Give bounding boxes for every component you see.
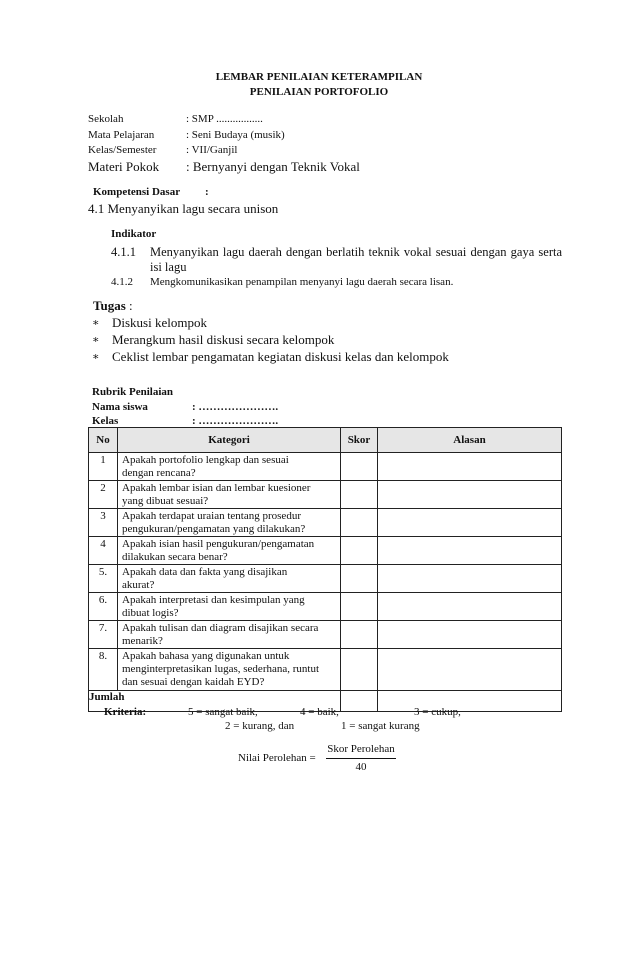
table-row (89, 565, 562, 593)
nama-siswa-label: Nama siswa (92, 401, 148, 413)
nama-siswa-value: : …………………. (192, 401, 279, 413)
row-criterion (118, 509, 341, 537)
table-header-row (89, 428, 562, 453)
row-criterion (118, 481, 341, 509)
alasan-cell[interactable] (378, 481, 562, 509)
table-row (89, 537, 562, 565)
alasan-cell[interactable] (378, 593, 562, 621)
row-number: 4 (89, 537, 118, 565)
skor-cell[interactable] (341, 649, 378, 691)
identity-value-kelas: : VII/Ganjil (186, 144, 238, 156)
identity-label-materi: Materi Pokok (88, 159, 160, 174)
tugas-label: Tugas (93, 298, 126, 313)
kriteria-1: 1 = sangat kurang (341, 720, 420, 732)
table-row (89, 649, 562, 691)
criterion-line: Apakah interpretasi dan kesimpulan yang (122, 594, 305, 606)
skor-cell[interactable] (341, 481, 378, 509)
kriteria-3: 3 = cukup, (414, 706, 461, 718)
criterion-line: dilakukan secara benar? (122, 551, 228, 563)
kriteria-2: 2 = kurang, dan (225, 720, 295, 732)
jumlah-skor-cell[interactable] (341, 691, 378, 712)
row-number: 5. (89, 565, 118, 593)
indikator-label: Indikator (111, 228, 157, 240)
indikator-text-1: Menyanyikan lagu daerah dengan berlatih teknik vokal sesuai dengan gaya serta (150, 245, 562, 259)
fraction-line (326, 758, 396, 759)
formula-numerator: Skor Perolehan (327, 743, 395, 755)
kompetensi-label: Kompetensi Dasar (93, 186, 181, 198)
criterion-line: pengukuran/pengamatan yang dilakukan? (122, 523, 306, 535)
criterion-line: menarik? (122, 635, 163, 647)
alasan-cell[interactable] (378, 621, 562, 649)
row-number: 2 (89, 481, 118, 509)
identity-label-sekolah: Sekolah (88, 113, 124, 125)
criterion-line: Apakah portofolio lengkap dan sesuai (122, 454, 289, 466)
tugas-colon: : (125, 298, 133, 313)
rubric-table (88, 427, 562, 712)
row-number: 6. (89, 593, 118, 621)
column-header-skor: Skor (341, 428, 378, 453)
identity-value-mapel: : Seni Budaya (musik) (186, 129, 285, 141)
tugas-heading (93, 298, 133, 314)
criterion-line: dibuat logis? (122, 607, 179, 619)
alasan-cell[interactable] (378, 509, 562, 537)
row-number: 7. (89, 621, 118, 649)
alasan-cell[interactable] (378, 453, 562, 481)
criterion-line: yang dibuat sesuai? (122, 495, 209, 507)
bullet-icon: ∗ (92, 351, 100, 363)
row-criterion (118, 537, 341, 565)
kompetensi-dasar-text: 4.1 Menyanyikan lagu secara unison (88, 201, 279, 216)
skor-cell[interactable] (341, 621, 378, 649)
formula-lhs: Nilai Perolehan = (238, 752, 316, 764)
bullet-icon: ∗ (92, 317, 100, 329)
indikator-text-2: Mengkomunikasikan penampilan menyanyi lagu daerah secara lisan. (150, 276, 454, 288)
skor-cell[interactable] (341, 593, 378, 621)
criterion-line: dengan rencana? (122, 467, 196, 479)
row-criterion (118, 565, 341, 593)
row-criterion (118, 593, 341, 621)
criterion-line: Apakah lembar isian dan lembar kuesioner (122, 482, 311, 494)
jumlah-alasan-cell[interactable] (378, 691, 562, 712)
table-row (89, 509, 562, 537)
indikator-text-1-cont: isi lagu (150, 260, 187, 274)
document-title-line2: PENILAIAN PORTOFOLIO (249, 86, 389, 98)
alasan-cell[interactable] (378, 565, 562, 593)
criterion-line: akurat? (122, 579, 155, 591)
skor-cell[interactable] (341, 453, 378, 481)
criterion-line: Apakah data dan fakta yang disajikan (122, 566, 288, 578)
identity-label-kelas: Kelas/Semester (88, 144, 157, 156)
tugas-item-3: Ceklist lembar pengamatan kegiatan diskusi kelas dan kelompok (112, 349, 449, 364)
table-row (89, 621, 562, 649)
kompetensi-colon: : (205, 186, 209, 198)
row-number: 3 (89, 509, 118, 537)
indikator-number-1: 4.1.1 (111, 245, 136, 259)
row-number: 1 (89, 453, 118, 481)
criterion-line: Apakah tulisan dan diagram disajikan secara (122, 622, 319, 634)
document-title-line1: LEMBAR PENILAIAN KETERAMPILAN (215, 71, 423, 83)
row-criterion (118, 621, 341, 649)
column-header-no: No (89, 428, 118, 453)
row-number: 8. (89, 649, 118, 691)
skor-cell[interactable] (341, 537, 378, 565)
table-row (89, 481, 562, 509)
kelas-label: Kelas (92, 415, 119, 427)
alasan-cell[interactable] (378, 649, 562, 691)
criterion-line: menginterpretasikan lugas, sederhana, runtut (122, 663, 320, 675)
column-header-alasan: Alasan (378, 428, 562, 453)
bullet-icon: ∗ (92, 334, 100, 346)
formula-denominator: 40 (355, 761, 367, 773)
alasan-cell[interactable] (378, 537, 562, 565)
kriteria-5: 5 = sangat baik, (188, 706, 258, 718)
criterion-line: Apakah terdapat uraian tentang prosedur (122, 510, 301, 522)
table-row (89, 593, 562, 621)
tugas-item-2: Merangkum hasil diskusi secara kelompok (112, 332, 335, 347)
identity-value-sekolah: : SMP ................. (186, 113, 263, 125)
tugas-item-1: Diskusi kelompok (112, 315, 207, 330)
jumlah-label: Jumlah (89, 691, 341, 712)
table-row (89, 453, 562, 481)
criterion-line: Apakah isian hasil pengukuran/pengamatan (122, 538, 315, 550)
kriteria-label: Kriteria: (104, 706, 147, 718)
kelas-value: : …………………. (192, 415, 279, 427)
indikator-number-2: 4.1.2 (111, 276, 133, 288)
identity-value-materi: : Bernyanyi dengan Teknik Vokal (186, 159, 360, 174)
row-criterion (118, 649, 341, 691)
row-criterion (118, 453, 341, 481)
identity-label-mapel: Mata Pelajaran (88, 129, 155, 141)
skor-cell[interactable] (341, 565, 378, 593)
criterion-line: dan sesuai dengan kaidah EYD? (122, 676, 265, 688)
skor-cell[interactable] (341, 509, 378, 537)
column-header-kategori: Kategori (118, 428, 341, 453)
kriteria-4: 4 = baik, (300, 706, 339, 718)
criterion-line: Apakah bahasa yang digunakan untuk (122, 650, 290, 662)
rubrik-label: Rubrik Penilaian (92, 386, 173, 398)
